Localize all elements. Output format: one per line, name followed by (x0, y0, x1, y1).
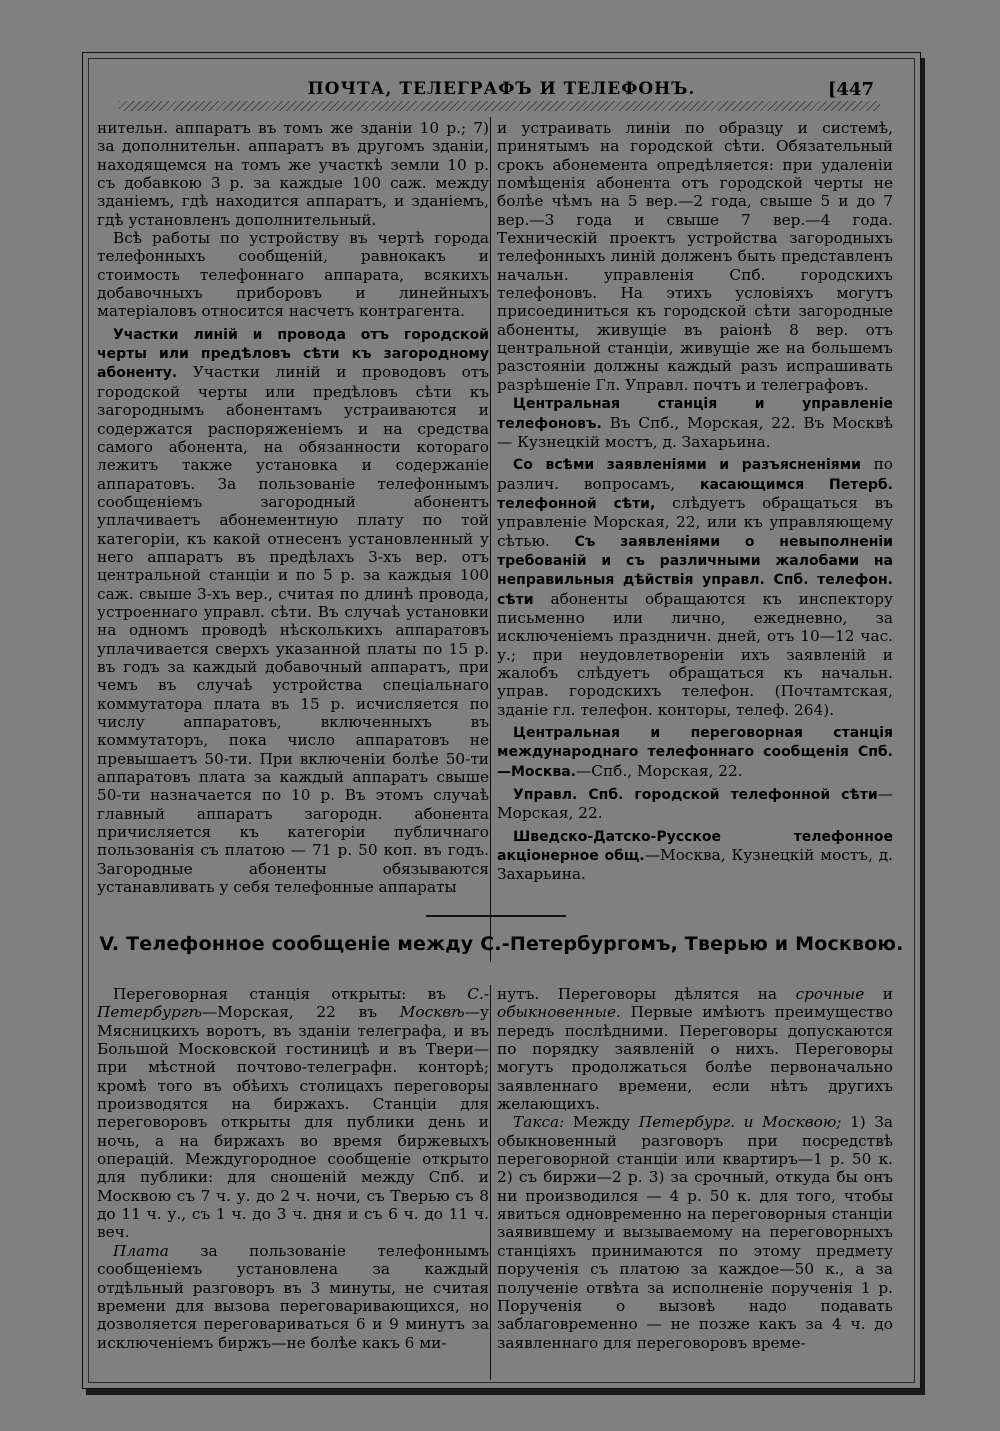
paragraph (497, 1113, 893, 1351)
paragraph-heading: Участки линій и провода отъ городской черты или предѣловъ сѣти къ загородному абоненту. (97, 326, 489, 382)
book-page (82, 52, 921, 1389)
top-right-column (497, 119, 893, 959)
decorative-wavy-rule (119, 101, 880, 111)
paragraph-text: —Морская, 22. (497, 785, 893, 823)
paragraph (497, 785, 893, 823)
paragraph (97, 985, 489, 1242)
paragraph-text: по различ. вопросамъ, (497, 455, 893, 493)
page-title: ПОЧТА, ТЕЛЕГРАФЪ И ТЕЛЕФОНЪ. (307, 79, 696, 99)
paragraph-heading: Центральная станція и управленіе телефоновъ. (497, 396, 893, 432)
top-left-column (97, 119, 489, 947)
emphasis: обыкновенные. (497, 1003, 621, 1022)
paragraph-heading: Со всѣми заявленіями и разъясненіями (513, 457, 861, 474)
paragraph-heading: касающимся Петерб. телефонной сѣти, (497, 476, 893, 512)
page-number: [447 (827, 79, 874, 100)
emphasis: С.-Петербургѣ (97, 985, 489, 1022)
emphasis: срочные (795, 985, 865, 1003)
paragraph-text: и (882, 985, 893, 1003)
paragraph (497, 985, 893, 1113)
emphasis: Такса: (513, 1113, 565, 1132)
paragraph (97, 325, 489, 897)
paragraph (497, 455, 893, 719)
paragraph-text: Въ Спб., Морская, 22. Въ Москвѣ — Кузнецкій мостъ, д. Захарьина. (497, 413, 893, 451)
paragraph-text: —Спб., Морская, 22. (575, 761, 743, 780)
paragraph-text: Между (572, 1113, 631, 1132)
column-divider (490, 117, 491, 962)
paragraph-text: абоненты обращаются къ инспектору письменно или лично, ежедневно, за исключеніемъ праздничн. дней, отъ 10—12 час. у.; при неудовлетвореніи ихъ заявленій и жалобъ слѣдуетъ обращаться къ начальн. управ. городскихъ телефон. (Почтамтская, зданіе гл. телефон. конторы, телеф. 264). (497, 589, 893, 719)
emphasis: Петербург. и Москвою; (638, 1113, 842, 1132)
emphasis: Москвѣ (399, 1003, 465, 1022)
paragraph (97, 1242, 489, 1352)
paragraph-heading: Управл. Спб. городской телефонной сѣти (513, 787, 878, 804)
paragraph (497, 827, 893, 884)
paragraph-text: —Москва, Кузнецкій мостъ, д. Захарьина. (497, 846, 893, 884)
bottom-left-column (97, 985, 489, 1385)
paragraph-text: —у Мясницкихъ воротъ, въ зданіи телеграфа, и въ Большой Московской гостиницѣ и въ Твери—при мѣстной почтово-телеграфн. конторѣ; кромѣ того въ обѣихъ столицахъ переговоры производятся на биржахъ. Станціи для переговоровъ открыты для публики день и ночь, а на биржахъ во время биржевыхъ операцій. Междугородное сообщеніе открыто для публики: для сношеній между Спб. и Москвою съ 7 ч. у. до 2 ч. ночи, съ Тверью съ 8 до 11 ч. у., съ 1 ч. до 3 ч. дня и съ 6 ч. до 11 ч. веч. (97, 1003, 489, 1242)
paragraph-heading: Шведско-Датско-Русское телефонное акціонерное общ. (497, 828, 893, 865)
paragraph-text: Переговорная станція открыты: въ (113, 985, 446, 1003)
bottom-right-column (497, 985, 893, 1385)
section-heading: V. Телефонное сообщеніе между С.-Петербургомъ, Тверью и Москвою. (99, 933, 904, 955)
paragraph-text: Первые имѣютъ преимущество передъ послѣдними. Переговоры допускаются по порядку заявленій о нихъ. Переговоры могутъ продолжаться болѣе первоначально заявленнаго времени, если нѣтъ другихъ желающихъ. (497, 1003, 893, 1114)
paragraph (497, 394, 893, 451)
paragraph-text: 1) За обыкновенный разговоръ при посредствѣ переговорной станціи или квартиръ—1 р. 50 к. 2) съ биржи—2 р. 3) за срочный, откуда бы онъ ни производился — 4 р. 50 к. для того, чтобы явиться одновременно на переговорныя станціи заявившему и вызываемому на переговорныхъ станціяхъ принимаются по этому предмету порученія съ платою за каждое—50 к., а за полученіе отвѣта за исполненіе порученія 1 р. Порученія о вызовѣ надо подавать заблаговременно — не позже какъ за 4 ч. до заявленнаго для переговоровъ време- (497, 1113, 893, 1352)
paragraph-heading: Центральная и переговорная станція международнаго телефоннаго сообщенія Спб.—Москва. (497, 725, 893, 780)
emphasis: Плата (113, 1241, 169, 1260)
paragraph-text: нутъ. Переговоры дѣлятся на (497, 985, 778, 1003)
paragraph: и устраивать линіи по образцу и системѣ, принятымъ на городской сѣти. Обязательный срокъ абонемента опредѣляется: при удаленіи помѣщенія абонента отъ городской черты не болѣе чѣмъ на 5 вер.—2 года, свыше 5 и до 7 вер.—3 года и свыше 7 вер.—4 года. Техническій проектъ устройства загородныхъ телефонныхъ линій долженъ быть представленъ начальн. управленія Спб. городскихъ телефоновъ. На этихъ условіяхъ могутъ присоединиться къ городской сѣти загородные абоненты, живущіе въ раіонѣ 8 вер. отъ центральной станціи, живущіе же на большемъ разстояніи должны каждый разъ испрашивать разрѣшеніе Гл. Управл. почтъ и телеграфовъ. (497, 119, 893, 394)
paragraph-text: слѣдуетъ обращаться въ управленіе Морская, 22, или къ управляющему сѣтью. (497, 493, 893, 550)
paragraph-heading: Съ заявленіями о невыполненіи требованій и съ различными жалобами на неправильныя дѣйствія управл. Спб. телефон. сѣти (497, 533, 893, 608)
paragraph-text: Участки линій и проводовъ отъ городской черты или предѣловъ сѣти къ загороднымъ абонентамъ устраиваются и содержатся распоряженіемъ и на средства самого абонента, на обязанности котораго лежитъ также установка и содержаніе аппаратовъ. За пользованіе телефоннымъ сообщеніемъ загородный абонентъ уплачиваетъ абонементную плату по той категоріи, къ какой отнесенъ установленный у него аппаратъ въ предѣлахъ 3-хъ вер. отъ центральной станціи и по 5 р. за каждыя 100 саж. свыше 3-хъ вер., считая по длинѣ провода, устроеннаго управл. сѣти. Въ случаѣ установки на одномъ проводѣ нѣсколькихъ аппаратовъ уплачивается сверхъ указанной платы по 15 р. въ годъ за каждый добавочный аппаратъ, при чемъ въ случаѣ устройства спеціальнаго коммутатора плата въ 15 р. исчисляется по числу аппаратовъ, включенныхъ въ коммутаторъ, пока число аппаратовъ не превышаетъ 50-ти. При включеніи болѣе 50-ти аппаратовъ плата за каждый аппаратъ свыше 50-ти назначается по 10 р. Въ этомъ случаѣ главный аппаратъ загородн. абонента причисляется къ категоріи публичнаго пользованія съ платою — 71 р. 50 коп. въ годъ. Загородные абоненты обязываются устанавливать у себя телефонные аппараты (97, 363, 489, 897)
paragraph: Всѣ работы по устройству въ чертѣ города телефонныхъ сообщеній, равнокакъ и стоимость телефоннаго аппарата, всякихъ добавочныхъ приборовъ и линейныхъ матеріаловъ относится насчетъ контрагента. (97, 229, 489, 321)
section-divider (426, 915, 566, 917)
paragraph: нительн. аппаратъ въ томъ же зданіи 10 р.; 7) за дополнительн. аппаратъ въ другомъ зданіи, находящемся на томъ же участкѣ земли 10 р. съ добавкою 3 р. за каждые 100 саж. между зданіемъ, гдѣ находится аппаратъ, и зданіемъ, гдѣ установленъ дополнительный. (97, 119, 489, 229)
paragraph-text: за пользованіе телефоннымъ сообщеніемъ установлена за каждый отдѣльный разговоръ въ 3 минуты, не считая времени для вызова переговаривающихся, но дозволяется переговариваться 6 и 9 минутъ за исключеніемъ биржъ—не болѣе какъ 6 ми- (97, 1241, 489, 1352)
paragraph-text: —Морская, 22 въ (201, 1003, 377, 1022)
column-divider (490, 985, 491, 1380)
paragraph (497, 723, 893, 781)
